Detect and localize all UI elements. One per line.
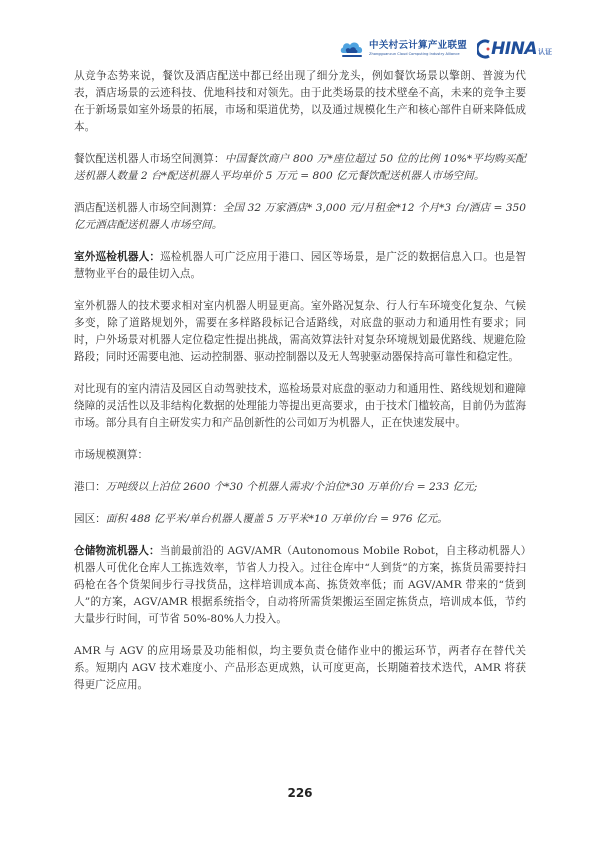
page-header [339, 34, 552, 64]
paragraph-outdoor-requirements: 室外机器人的技术要求相对室内机器人明显更高。室外路况复杂、行人行车环境变化复杂、气候多变，除了道路规划外，需要在多样路段标记合适路线，对底盘的驱动力和通用性有要求；同时，户外场景对机器人定位稳定性提出挑战，需高效算法针对复杂环境规划最优路线、规避危险路段；同时还需要电池、运动控制器、驱动控制器以及无人驾驶驱动器保持高可靠性和稳定性。 [74, 300, 526, 363]
cloud-logo-icon [339, 38, 365, 60]
paragraph-market-size-heading: 市场规模测算： [74, 449, 149, 461]
logo-chinese-text: 中关村云计算产业联盟 [369, 40, 468, 52]
paragraph-port-estimate [74, 479, 526, 496]
outdoor-inspection-title: 室外巡检机器人： [74, 251, 161, 263]
park-formula: 面积 488 亿平米/单台机器人覆盖 5 万平米*10 万单价/台 = 976 亿元。 [105, 513, 448, 525]
hotel-estimate-formula: 全国 32 万家酒店* 3,000 元/月租金*12 个月*3 台/酒店 = 350 亿元酒店配送机器人市场空间。 [74, 202, 527, 231]
paragraph-catering-estimate [74, 151, 526, 185]
china-logo-suffix: 认证 [538, 48, 552, 56]
china-logo-text: HINA [491, 39, 537, 59]
hotel-estimate-label: 酒店配送机器人市场空间测算： [74, 202, 223, 214]
catering-estimate-label: 餐饮配送机器人市场空间测算： [74, 153, 225, 165]
zgc-alliance-logo [339, 38, 467, 60]
port-formula: 万吨级以上泊位 2600 个*30 个机器人需求/个泊位*30 万单价/台 = 233 亿元; [105, 481, 478, 493]
port-label: 港口： [74, 481, 106, 493]
warehouse-robots-title: 仓储物流机器人： [74, 545, 160, 557]
china-logo [477, 39, 552, 59]
china-c-icon [477, 39, 491, 59]
paragraph-warehouse-robots [74, 543, 526, 628]
park-label: 园区： [74, 513, 106, 525]
page-number: 226 [287, 786, 313, 800]
warehouse-robots-body: 当前最前沿的 AGV/AMR（Autonomous Mobile Robot，自主移动机器人）机器人可优化仓库人工拣选效率，节省人力投入。过往仓库中“人到货”的方案，拣货员需要持扫码枪在各个货架间步行寻找货品，这样培训成本高、拣货效率低；而 AGV/AMR 带来的“货到人”的方案，AGV/AMR 根据系统指令，自动将所需货架搬运至固定拣货点，培训成本低，节约大量步行时间，可节省 50%-80%人力投入。 [74, 545, 526, 625]
paragraph-hotel-estimate [74, 200, 526, 234]
logo-english-text: Zhongguancun Cloud Computing Industry Alliance [369, 51, 460, 56]
page-body [74, 68, 526, 709]
paragraph-amr-agv: AMR 与 AGV 的应用场景及功能相似，均主要负责仓储作业中的搬运环节，两者存在替代关系。短期内 AGV 技术难度小、产品形态更成熟，认可度更高，长期随着技术迭代，AMR 将获得更广泛应用。 [74, 645, 526, 691]
paragraph-park-estimate [74, 511, 526, 528]
paragraph-competition: 从竞争态势来说，餐饮及酒店配送中都已经出现了细分龙头，例如餐饮场景以擎朗、普渡为代表，酒店场景的云迹科技、优地科技和对领先。由于此类场景的技术壁垒不高，未来的竞争主要在于新场景如室外场景的拓展，市场和渠道优势，以及通过规模化生产和核心部件自研来降低成本。 [74, 70, 526, 133]
paragraph-outdoor-inspection [74, 249, 526, 283]
outdoor-inspection-body: 巡检机器人可广泛应用于港口、园区等场景，是广泛的数据信息入口。也是智慧物业平台的最佳切入点。 [74, 251, 527, 280]
paragraph-inspection-comparison: 对比现有的室内清洁及园区自动驾驶技术，巡检场景对底盘的驱动力和通用性、路线规划和避障绕障的灵活性以及非结构化数据的处理能力等提出更高要求，由于技术门槛较高，目前仍为蓝海市场。部分具有自主研发实力和产品创新性的公司如万为机器人，正在快速发展中。 [74, 383, 526, 429]
catering-estimate-formula: 中国餐饮商户 800 万*座位超过 50 位的比例 10%*平均购买配送机器人数量 2 台*配送机器人平均单价 5 万元 = 800 亿元餐饮配送机器人市场空间。 [74, 153, 526, 182]
